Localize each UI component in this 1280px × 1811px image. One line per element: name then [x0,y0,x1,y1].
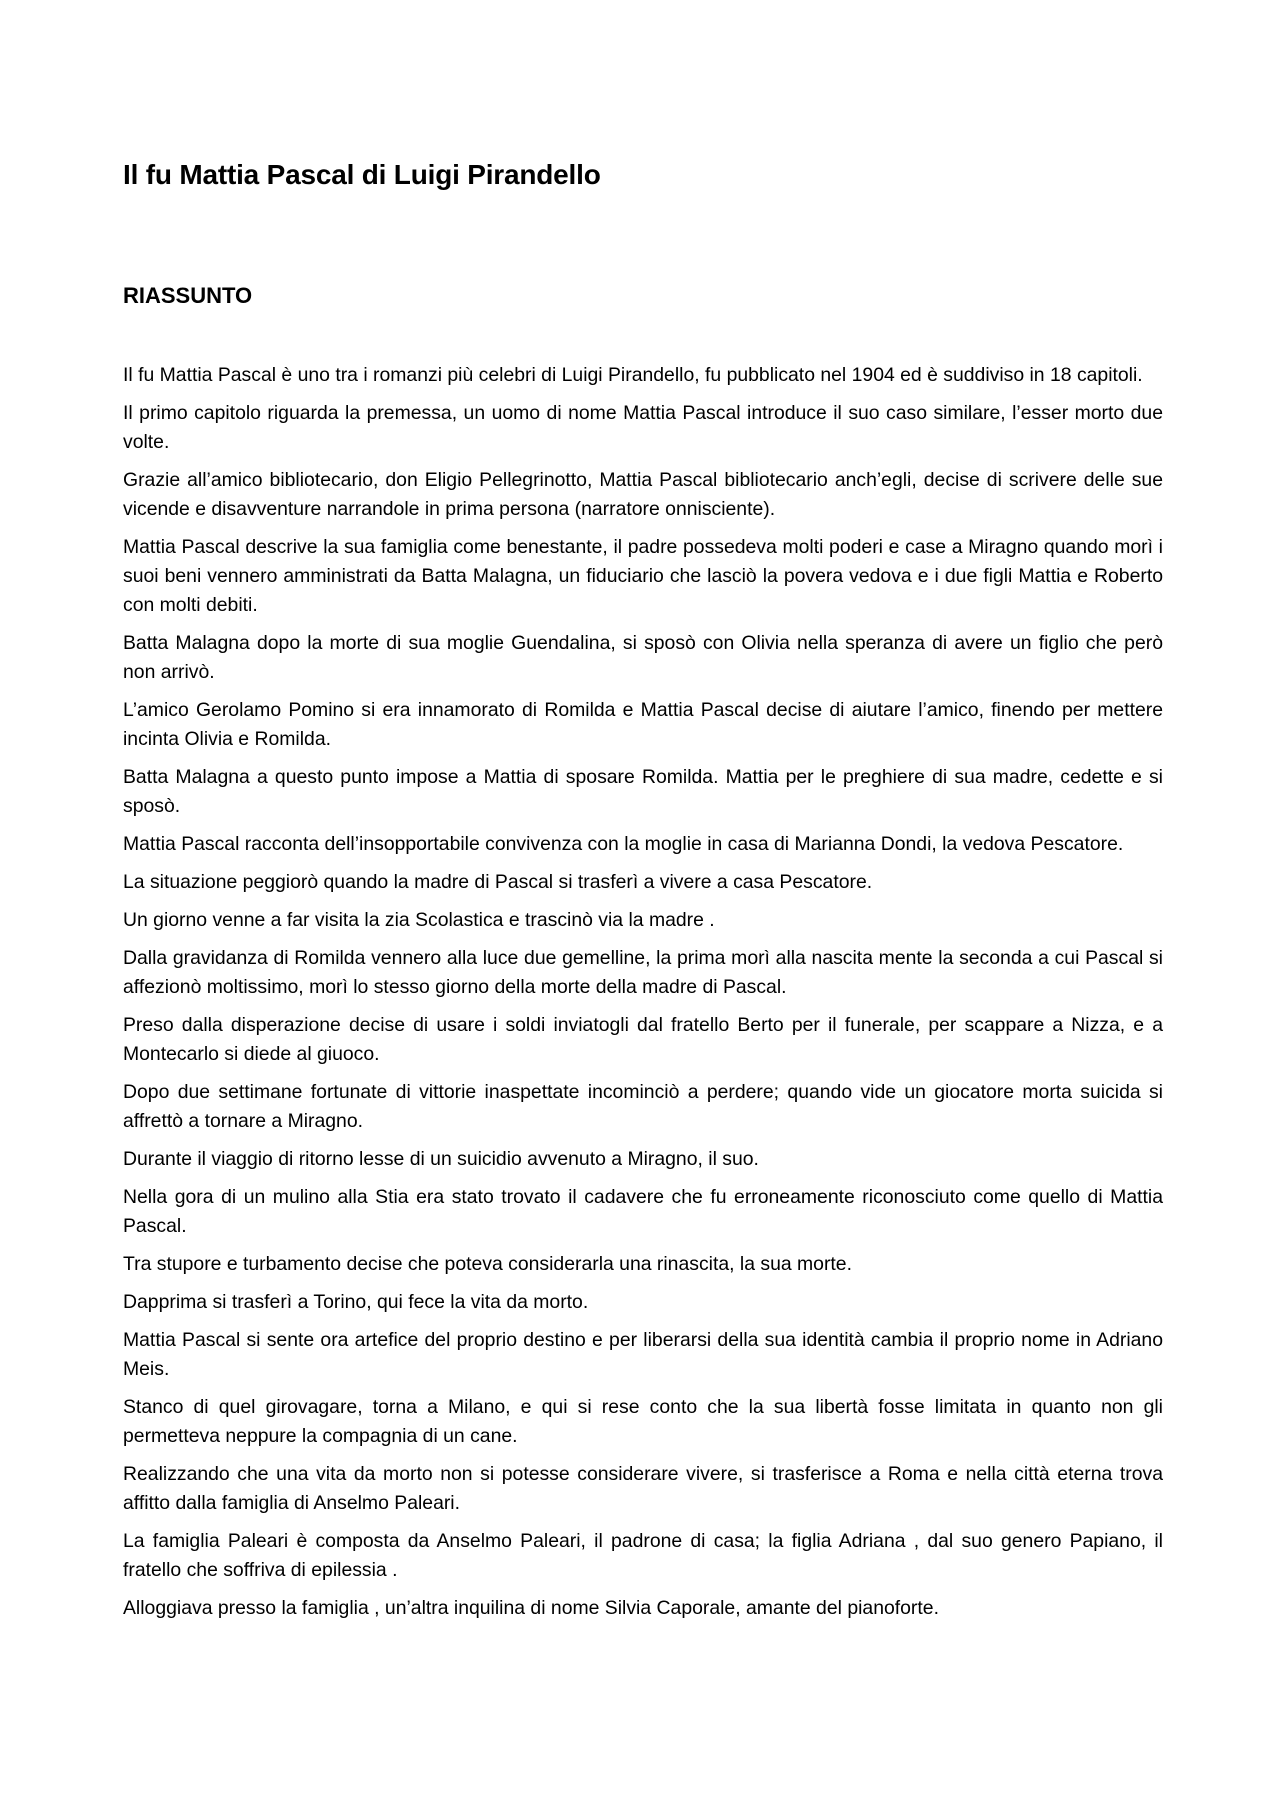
paragraph: Preso dalla disperazione decise di usare i soldi inviatogli dal fratello Berto per il funerale, per scappare a Nizza, e a Montecarlo si diede al giuoco. [123,1014,1163,1065]
paragraph: Un giorno venne a far visita la zia Scolastica e trascinò via la madre . [123,909,715,931]
paragraph: Realizzando che una vita da morto non si potesse considerare vivere, si trasferisce a Roma e nella città eterna trova affitto dalla famiglia di Anselmo Paleari. [123,1463,1163,1514]
paragraph: Nella gora di un mulino alla Stia era stato trovato il cadavere che fu erroneamente riconosciuto come quello di Mattia Pascal. [123,1186,1163,1237]
paragraph: Dalla gravidanza di Romilda vennero alla luce due gemelline, la prima morì alla nascita mente la seconda a cui Pascal si affezionò moltissimo, morì lo stesso giorno della morte della madre di Pascal. [123,947,1163,998]
document-title: Il fu Mattia Pascal di Luigi Pirandello [123,159,601,190]
paragraph: Batta Malagna a questo punto impose a Mattia di sposare Romilda. Mattia per le preghiere di sua madre, cedette e si sposò. [123,766,1163,817]
paragraph: Mattia Pascal si sente ora artefice del proprio destino e per liberarsi della sua identità cambia il proprio nome in Adriano Meis. [123,1329,1163,1380]
summary-paragraphs [123,361,1163,1623]
section-heading-riassunto: RIASSUNTO [123,283,253,308]
paragraph: Il primo capitolo riguarda la premessa, un uomo di nome Mattia Pascal introduce il suo caso similare, l’esser morto due volte. [123,402,1163,453]
paragraph: Stanco di quel girovagare, torna a Milano, e qui si rese conto che la sua libertà fosse limitata in quanto non gli permetteva neppure la compagnia di un cane. [123,1396,1163,1447]
paragraph: Grazie all’amico bibliotecario, don Eligio Pellegrinotto, Mattia Pascal bibliotecario anch’egli, decise di scrivere delle sue vicende e disavventure narrandole in prima persona (narratore onnisciente). [123,469,1163,520]
paragraph: Tra stupore e turbamento decise che poteva considerarla una rinascita, la sua morte. [123,1253,852,1275]
paragraph: Mattia Pascal descrive la sua famiglia come benestante, il padre possedeva molti poderi e case a Miragno quando morì i suoi beni vennero amministrati da Batta Malagna, un fiduciario che lasciò la povera vedova e i due figli Mattia e Roberto con molti debiti. [123,536,1163,616]
paragraph: Dapprima si trasferì a Torino, qui fece la vita da morto. [123,1291,589,1313]
paragraph: Durante il viaggio di ritorno lesse di un suicidio avvenuto a Miragno, il suo. [123,1148,759,1170]
paragraph: La famiglia Paleari è composta da Anselmo Paleari, il padrone di casa; la figlia Adriana , dal suo genero Papiano, il fratello che soffriva di epilessia . [123,1530,1163,1581]
paragraph: Il fu Mattia Pascal è uno tra i romanzi più celebri di Luigi Pirandello, fu pubblicato nel 1904 ed è suddiviso in 18 capitoli. [123,364,1143,386]
paragraph: Alloggiava presso la famiglia , un’altra inquilina di nome Silvia Caporale, amante del pianoforte. [123,1597,939,1619]
document-body [123,158,1163,1632]
paragraph: Batta Malagna dopo la morte di sua moglie Guendalina, si sposò con Olivia nella speranza di avere un figlio che però non arrivò. [123,632,1163,683]
paragraph: Dopo due settimane fortunate di vittorie inaspettate incominciò a perdere; quando vide un giocatore morta suicida si affrettò a tornare a Miragno. [123,1081,1163,1132]
paragraph: L’amico Gerolamo Pomino si era innamorato di Romilda e Mattia Pascal decise di aiutare l’amico, finendo per mettere incinta Olivia e Romilda. [123,699,1163,750]
paragraph: La situazione peggiorò quando la madre di Pascal si trasferì a vivere a casa Pescatore. [123,871,873,893]
paragraph: Mattia Pascal racconta dell’insopportabile convivenza con la moglie in casa di Marianna Dondi, la vedova Pescatore. [123,833,1124,855]
